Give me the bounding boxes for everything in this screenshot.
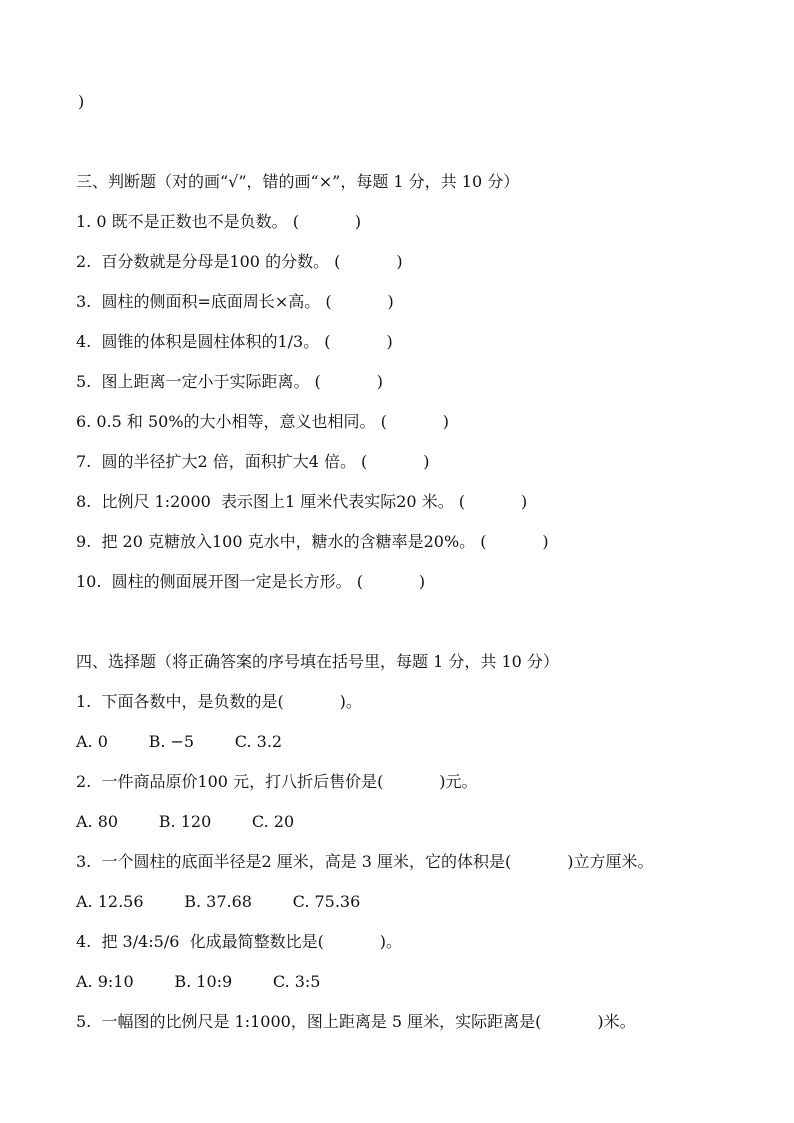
section4-options-4: A. 9:10 B. 10:9 C. 3:5 (76, 972, 321, 991)
section3-item-1: 1. 0 既不是正数也不是负数。 ( ) (76, 212, 362, 231)
section3-heading: 三、判断题（对的画“√”，错的画“×”，每题 1 分，共 10 分） (76, 172, 520, 191)
section4-question-1: 1. 下面各数中，是负数的是( )。 (76, 692, 362, 711)
section3-item-5: 5. 图上距离一定小于实际距离。 ( ) (76, 372, 383, 391)
section4-question-3: 3. 一个圆柱的底面半径是2 厘米，高是 3 厘米，它的体积是( )立方厘米。 (76, 852, 654, 871)
section4-question-4: 4. 把 3/4:5/6 化成最简整数比是( )。 (76, 932, 403, 951)
section3-item-4: 4. 圆锥的体积是圆柱体积的1/3。 ( ) (76, 332, 393, 351)
section3-item-9: 9. 把 20 克糖放入100 克水中，糖水的含糖率是20%。 ( ) (76, 532, 549, 551)
previous-question-closing-paren: ) (78, 92, 85, 111)
section3-item-7: 7. 圆的半径扩大2 倍，面积扩大4 倍。 ( ) (76, 452, 430, 471)
section3-item-10: 10. 圆柱的侧面展开图一定是长方形。 ( ) (76, 572, 426, 591)
section3-item-3: 3. 圆柱的侧面积=底面周长×高。 ( ) (76, 292, 394, 311)
section3-item-6: 6. 0.5 和 50%的大小相等，意义也相同。 ( ) (76, 412, 450, 431)
section4-question-2: 2. 一件商品原价100 元，打八折后售价是( )元。 (76, 772, 478, 791)
section3-item-2: 2. 百分数就是分母是100 的分数。 ( ) (76, 252, 403, 271)
section4-options-1: A. 0 B. −5 C. 3.2 (76, 732, 283, 751)
section4-options-2: A. 80 B. 120 C. 20 (76, 812, 295, 831)
section4-question-5: 5. 一幅图的比例尺是 1:1000，图上距离是 5 厘米，实际距离是( )米。 (76, 1012, 636, 1031)
section3-item-8: 8. 比例尺 1:2000 表示图上1 厘米代表实际20 米。 ( ) (76, 492, 528, 511)
section4-options-3: A. 12.56 B. 37.68 C. 75.36 (76, 892, 361, 911)
section4-heading: 四、选择题（将正确答案的序号填在括号里，每题 1 分，共 10 分） (76, 652, 559, 671)
